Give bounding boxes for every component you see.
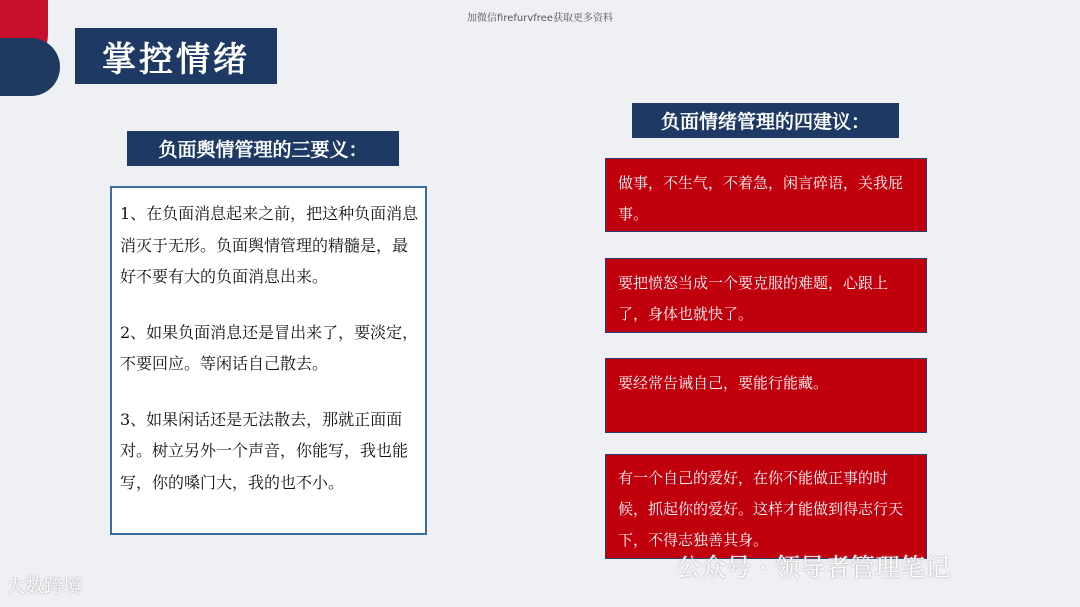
bottom-right-watermark: 公众号 · 领导者管理笔记 (676, 553, 950, 582)
left-content-box (110, 186, 427, 535)
suggestion-box-3: 要经常告诫自己，要能行能藏。 (605, 358, 927, 433)
bottom-left-watermark: 大数跨境 (6, 575, 83, 597)
top-watermark-text: 加微信firefurvfree获取更多资料 (467, 13, 613, 24)
right-section-heading: 负面情绪管理的四建议： (632, 103, 899, 138)
decorative-navy-shape (0, 38, 60, 96)
suggestion-box-2: 要把愤怒当成一个要克服的难题，心跟上了，身体也就快了。 (605, 258, 927, 333)
suggestion-box-4: 有一个自己的爱好，在你不能做正事的时候，抓起你的爱好。这样才能做到得志行天下，不得志独善其身。 (605, 454, 927, 559)
left-paragraph-2: 2、如果负面消息还是冒出来了，要淡定，不要回应。等闲话自己散去。 (120, 322, 419, 373)
left-paragraph-3: 3、如果闲话还是无法散去，那就正面面对。树立另外一个声音，你能写，我也能写，你的嗓门大，我的也不小。 (120, 409, 409, 492)
left-paragraph-1: 1、在负面消息起来之前，把这种负面消息消灭于无形。负面舆情管理的精髓是，最好不要有大的负面消息出来。 (120, 204, 419, 286)
suggestion-box-1: 做事，不生气，不着急，闲言碎语，关我屁事。 (605, 158, 927, 232)
page-title: 掌控情绪 (75, 28, 277, 84)
left-section-heading: 负面舆情管理的三要义： (127, 131, 399, 166)
